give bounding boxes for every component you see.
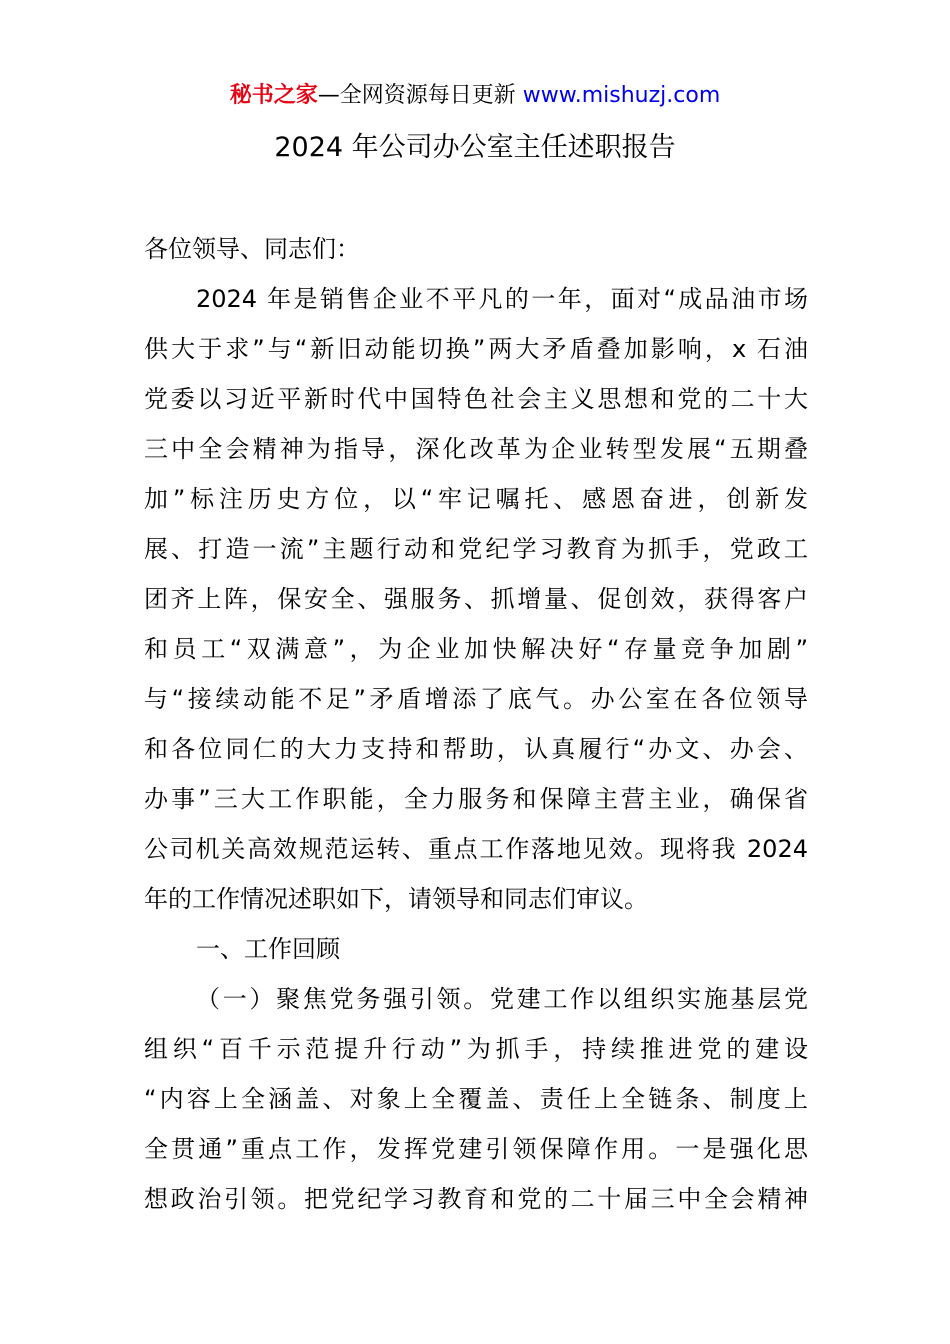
paragraph-line: “内容上全涵盖、对象上全覆盖、责任上全链条、制度上 [144,1085,808,1113]
paragraph-line: 想政治引领。把党纪学习教育和党的二十届三中全会精神 [144,1185,808,1213]
paragraph-line: 党委以习近平新时代中国特色社会主义思想和党的二十大 [144,385,808,413]
paragraph-line: 公司机关高效规范运转、重点工作落地见效。现将我 2024 [144,835,808,863]
paragraph-line: 2024 年是销售企业不平凡的一年，面对“成品油市场 [196,285,808,313]
paragraph-line: 供大于求”与“新旧动能切换”两大矛盾叠加影响，x 石油 [144,335,808,363]
site-url-link[interactable]: www.mishuzj.com [522,83,721,108]
paragraph-line: 和员工“双满意”，为企业加快解决好“存量竞争加剧” [144,635,808,663]
paragraph-line: 加”标注历史方位，以“牢记嘱托、感恩奋进，创新发 [144,485,808,513]
paragraph-line: 与“接续动能不足”矛盾增添了底气。办公室在各位领导 [144,685,808,713]
brand-name: 秘书之家 [229,83,318,108]
header-tagline: —全网资源每日更新 [317,83,516,108]
document-title: 2024 年公司办公室主任述职报告 [274,132,676,163]
paragraph-line: 三中全会精神为指导，深化改革为企业转型发展“五期叠 [144,435,808,463]
section-heading: 一、工作回顾 [196,935,340,963]
paragraph-line: （一）聚焦党务强引领。党建工作以组织实施基层党 [196,985,808,1013]
paragraph-line: 展、打造一流”主题行动和党纪学习教育为抓手，党政工 [144,535,808,563]
paragraph-2 [144,974,808,1224]
site-header [0,80,950,112]
paragraph-line: 组织“百千示范提升行动”为抓手，持续推进党的建设 [144,1035,808,1063]
paragraph-line: 全贯通”重点工作，发挥党建引领保障作用。一是强化思 [144,1135,808,1163]
document-body [144,224,808,1224]
paragraph-line: 办事”三大工作职能，全力服务和保障主营主业，确保省 [144,785,808,813]
salutation: 各位领导、同志们： [144,235,360,263]
paragraph-line: 和各位同仁的大力支持和帮助，认真履行“办文、办会、 [144,735,808,763]
paragraph-line: 团齐上阵，保安全、强服务、抓增量、促创效，获得客户 [144,585,808,613]
paragraph-1 [144,274,808,924]
paragraph-line: 年的工作情况述职如下，请领导和同志们审议。 [144,885,648,913]
